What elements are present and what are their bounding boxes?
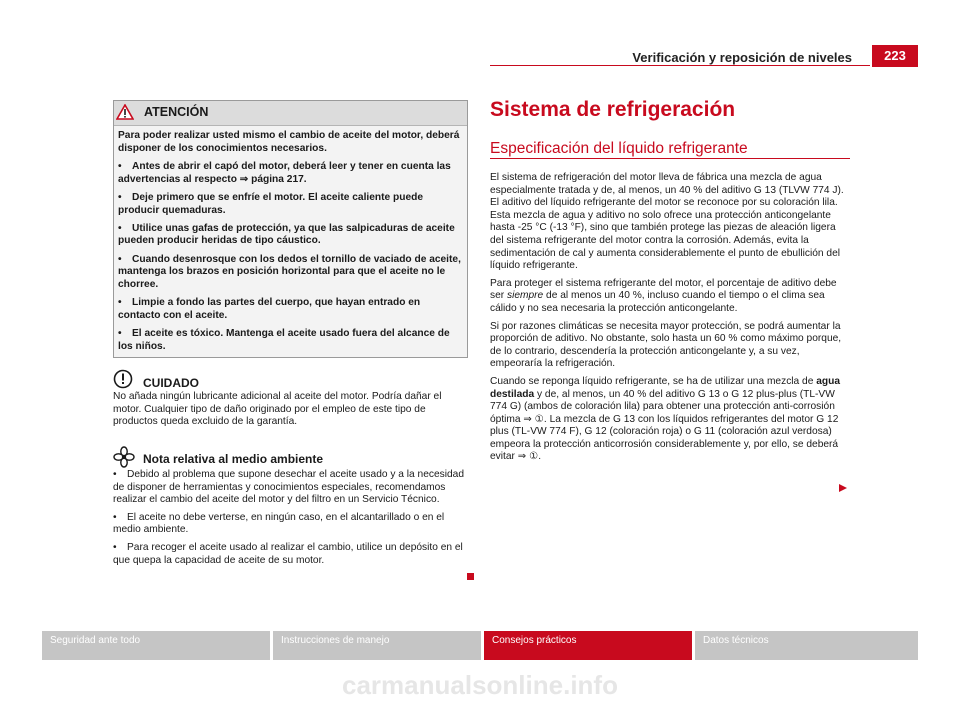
warning-intro: Para poder realizar usted mismo el cambio de aceite del motor, deberá disponer de los conocimientos necesarios. <box>118 130 460 154</box>
paragraph: El sistema de refrigeración del motor lleva de fábrica una mezcla de agua especialmente tratada y de, al menos, un 40 % del aditivo G 13 (TLVW 774 J). El aditivo del líquido refrigerante del motor se reconoce por su coloración lila. Esta mezcla de agua y aditivo no solo ofrece una protección anticongelante hasta -25 °C (-13 °F), sino que también protege las piezas de aleación ligera del sistema refrigerante del motor contra la corrosión. Además, evita la sedimentación de cal y aumenta considerablemente el punto de ebullición del líquido refrigerante. <box>490 172 844 272</box>
warning-header <box>114 101 467 126</box>
end-of-section-mark <box>467 573 474 580</box>
svg-text:carmanualsonline.info: carmanualsonline.info <box>342 672 618 700</box>
paragraph: Para proteger el sistema refrigerante del motor, el porcentaje de aditivo debe ser siempre de al menos un 40 %, incluso cuando el tiempo o el clima sea cálido y no sea necesaria la protección anticongelante. <box>490 277 837 314</box>
environment-title: Nota relativa al medio ambiente <box>143 452 324 466</box>
environment-icon <box>113 446 135 468</box>
environment-body <box>113 469 465 572</box>
subsection-rule <box>490 158 850 159</box>
subsection-title: Especificación del líquido refrigerante <box>490 140 748 157</box>
warning-item: • Antes de abrir el capó del motor, deberá leer y tener en cuenta las advertencias al respecto ⇒ página 217. <box>118 160 451 185</box>
warning-body <box>118 130 462 359</box>
tab-seguridad[interactable]: Seguridad ante todo <box>42 631 270 660</box>
paragraph: Si por razones climáticas se necesita mayor protección, se podrá aumentar la proporción de aditivo. No obstante, solo hasta un 60 % como máximo porque, de lo contrario, descendería la protección anticongelante y, a su vez, empeoraría la refrigeración. <box>490 320 842 370</box>
warning-title: ATENCIÓN <box>144 105 209 119</box>
warning-item: • El aceite es tóxico. Mantenga el aceite usado fuera del alcance de los niños. <box>118 328 450 352</box>
running-header: Verificación y reposición de niveles <box>632 50 852 65</box>
warning-item: • Deje primero que se enfríe el motor. El aceite caliente puede producir quemaduras. <box>118 191 424 216</box>
tab-datos[interactable]: Datos técnicos <box>695 631 918 660</box>
page-number: 223 <box>872 45 918 67</box>
caution-title: CUIDADO <box>143 376 199 390</box>
main-body <box>490 172 852 469</box>
environment-item: • Para recoger el aceite usado al realizar el cambio, utilice un depósito en el que quepa la capacidad de aceite de su motor. <box>113 541 463 566</box>
caution-text: No añada ningún lubricante adicional al aceite del motor. Podría dañar el motor. Cualquier tipo de daño originado por el empleo de este tipo de productos queda excluido de la garantía. <box>113 391 442 428</box>
header-rule <box>490 65 870 66</box>
environment-item: • El aceite no debe verterse, en ningún caso, en el alcantarillado o en el medio ambiente. <box>113 511 445 536</box>
tab-instrucciones[interactable]: Instrucciones de manejo <box>273 631 481 660</box>
watermark-logo <box>220 672 740 700</box>
section-title: Sistema de refrigeración <box>490 98 736 121</box>
warning-item: • Cuando desenrosque con los dedos el tornillo de vaciado de aceite, mantenga los brazos en posición horizontal para que el aceite no le chorree. <box>118 253 461 291</box>
continue-arrow-icon <box>838 483 848 493</box>
warning-box <box>113 100 468 358</box>
tab-consejos[interactable]: Consejos prácticos <box>484 631 692 660</box>
environment-item: • Debido al problema que supone desechar el aceite usado y a la necesidad de disponer de herramientas y conocimientos especiales, recomendamos realizar el cambio del aceite del motor y del filtro en un Servicio Técnico. <box>113 469 464 506</box>
watermark <box>0 672 960 704</box>
warning-item: • Limpie a fondo las partes del cuerpo, que hayan entrado en contacto con el aceite. <box>118 297 421 322</box>
warning-item: • Utilice unas gafas de protección, ya que las salpicaduras de aceite pueden producir heridas de tipo cáustico. <box>118 222 455 247</box>
caution-icon <box>113 369 133 389</box>
paragraph: Cuando se reponga líquido refrigerante, se ha de utilizar una mezcla de agua destilada y de, al menos, un 40 % del aditivo G 13 o G 12 plus-plus (TL-VW 774 G) (ambos de coloración lila) para obtener una protección anti-corrosión óptima ⇒ ①. La mezcla de G 13 con los líquidos refrigerantes del motor G 12 plus (TL-VW 774 F), G 12 (coloración roja) o G 11 (coloración azul verdosa) empeora la protección anticorrosión considerablemente y, por ello, se deberá evitar ⇒ ①. <box>490 375 840 463</box>
warning-triangle-icon <box>116 104 134 120</box>
